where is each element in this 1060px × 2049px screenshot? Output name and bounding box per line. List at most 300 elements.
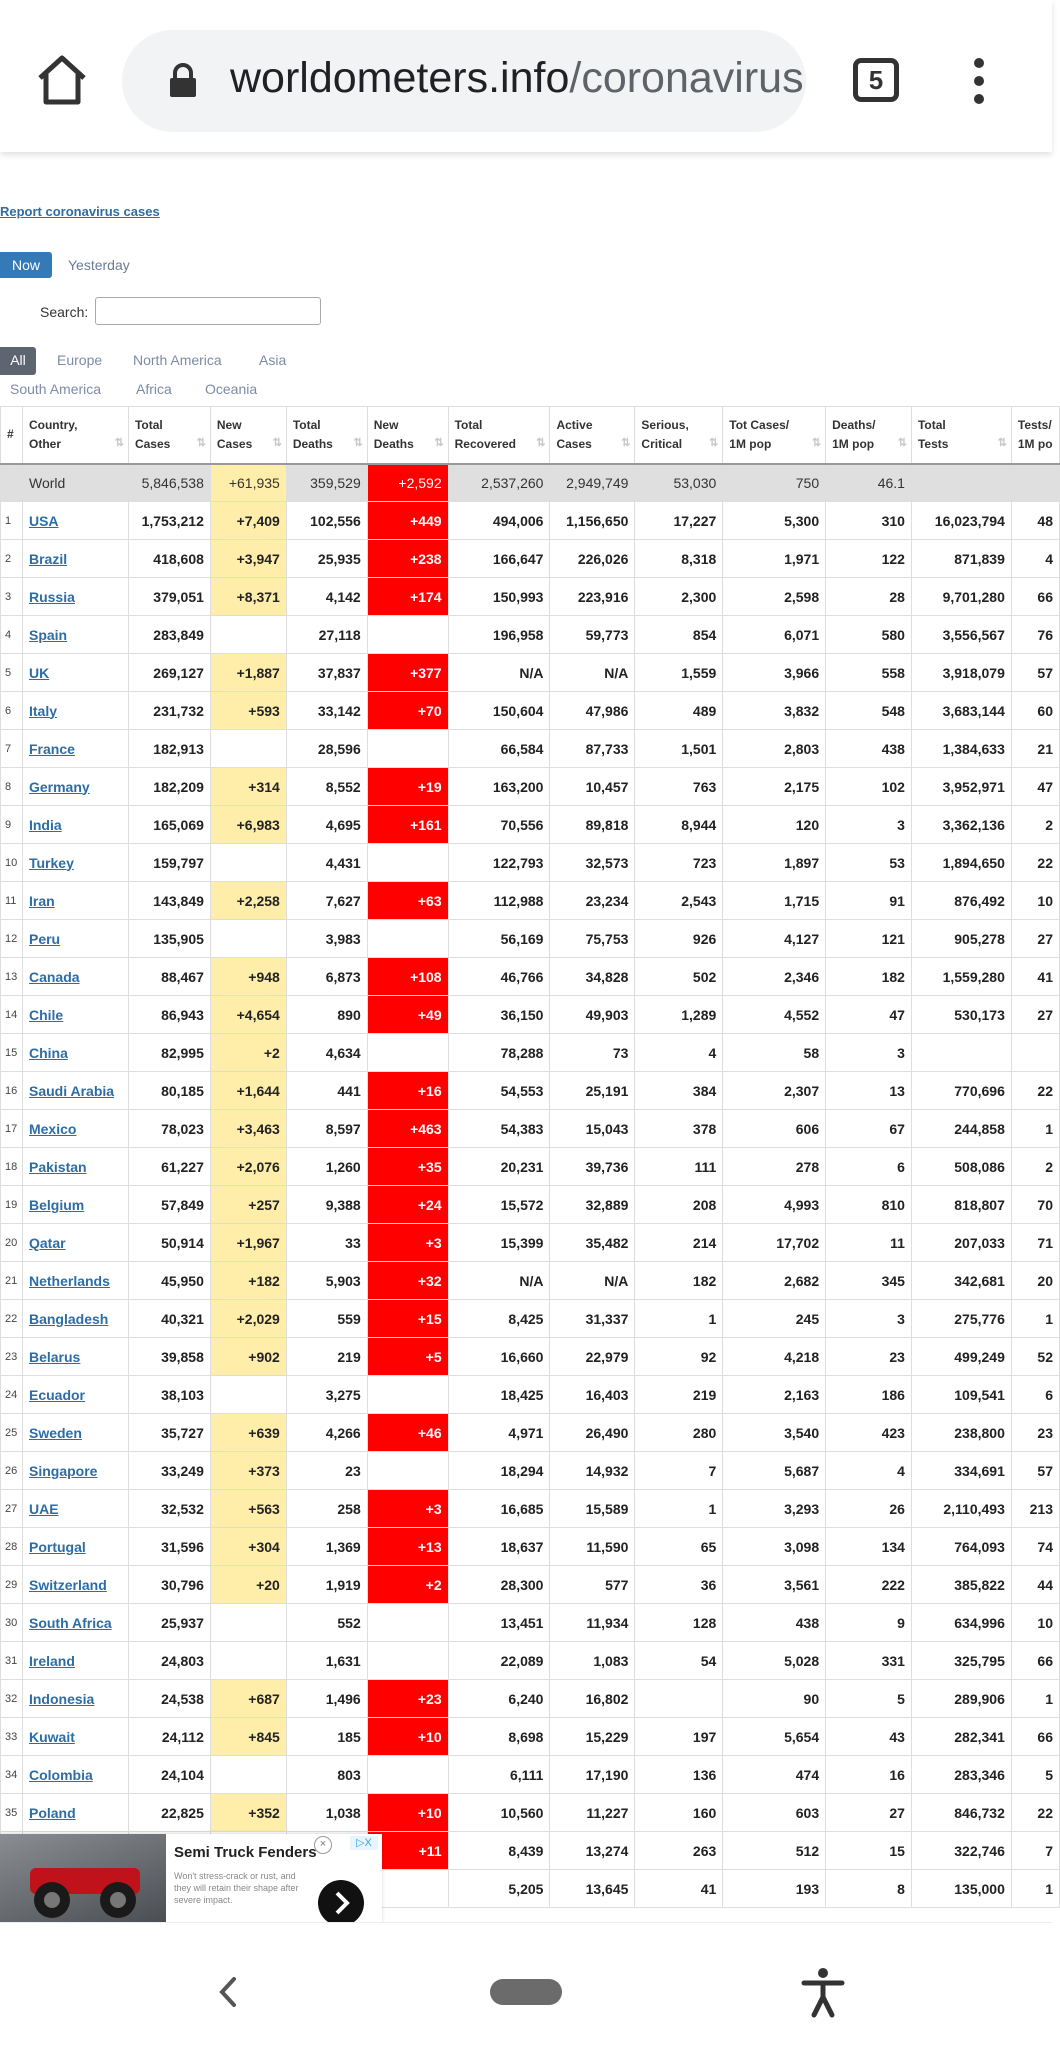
col-total-cases-cell: 80,185 (128, 1072, 210, 1110)
col-deaths-per-million-cell: 9 (826, 1604, 912, 1642)
col-cases-per-million-cell: 2,598 (723, 578, 826, 616)
col-tests-per-million-cell: 57 (1011, 654, 1059, 692)
col-serious-critical-cell: 378 (635, 1110, 723, 1148)
col-total-deaths-cell: 8,552 (286, 768, 367, 806)
col-total-tests-cell: 334,691 (911, 1452, 1011, 1490)
address-bar[interactable] (122, 30, 806, 132)
col-deaths-per-million-cell: 23 (826, 1338, 912, 1376)
col-active-cases-cell: 23,234 (550, 882, 635, 920)
col-deaths-per-million-cell: 3 (826, 806, 912, 844)
system-nav-bar (0, 1922, 1052, 2049)
country-link[interactable]: Indonesia (28, 1690, 95, 1707)
col-total-tests-cell: 385,822 (911, 1566, 1011, 1604)
col-active-cases-cell: 15,589 (550, 1490, 635, 1528)
col-total-tests-cell: 244,858 (911, 1110, 1011, 1148)
col-total-recovered-cell: 20,231 (448, 1148, 550, 1186)
table-row (1, 806, 1060, 844)
header-col-total-tests[interactable] (911, 407, 1011, 464)
col-country-cell (22, 1528, 128, 1566)
col-rank-cell: 1 (1, 502, 23, 540)
col-total-recovered-cell: 15,399 (448, 1224, 550, 1262)
col-new-deaths-cell: +19 (367, 768, 448, 806)
col-cases-per-million-cell: 5,687 (723, 1452, 826, 1490)
col-serious-critical-cell: 182 (635, 1262, 723, 1300)
ad-choices-icon[interactable]: ▷X (350, 1836, 378, 1850)
country-link[interactable]: India (28, 816, 62, 833)
col-total-recovered-cell: 56,169 (448, 920, 550, 958)
table-row (1, 616, 1060, 654)
search-input[interactable] (95, 297, 321, 325)
col-rank-cell: 33 (1, 1718, 23, 1756)
country-link[interactable]: Canada (28, 968, 80, 985)
col-new-deaths-cell: +13 (367, 1528, 448, 1566)
col-total-tests-cell: 1,384,633 (911, 730, 1011, 768)
sort-icon[interactable]: ⇅ (897, 436, 907, 449)
col-deaths-per-million-cell: 15 (826, 1832, 912, 1870)
sort-icon[interactable]: ⇅ (709, 436, 719, 449)
col-new-cases-cell: +6,983 (210, 806, 286, 844)
col-total-recovered-cell: 16,685 (448, 1490, 550, 1528)
header-col-active-cases[interactable] (550, 407, 635, 464)
col-country-cell (22, 1642, 128, 1680)
col-country-cell (22, 1718, 128, 1756)
col-tests-per-million-cell: 22 (1011, 844, 1059, 882)
tab-oceania[interactable]: Oceania (205, 381, 258, 397)
table-row (1, 692, 1060, 730)
country-link[interactable]: Colombia (28, 1766, 93, 1783)
col-new-cases-cell: +304 (210, 1528, 286, 1566)
col-new-cases-cell: +2,258 (210, 882, 286, 920)
col-serious-critical-cell: 92 (635, 1338, 723, 1376)
col-total-cases-cell: 31,596 (128, 1528, 210, 1566)
sort-icon[interactable]: ⇅ (196, 436, 206, 449)
col-cases-per-million-cell: 750 (723, 464, 826, 502)
country-link[interactable]: Belgium (28, 1196, 85, 1213)
sort-icon[interactable]: ⇅ (536, 436, 546, 449)
table-row (1, 1414, 1060, 1452)
table-row (1, 1452, 1060, 1490)
col-total-deaths-cell: 1,496 (286, 1680, 367, 1718)
table-row (1, 1338, 1060, 1376)
col-rank-cell: 27 (1, 1490, 23, 1528)
col-total-recovered-cell: 18,425 (448, 1376, 550, 1414)
col-total-cases-cell: 231,732 (128, 692, 210, 730)
col-cases-per-million-cell: 603 (723, 1794, 826, 1832)
col-cases-per-million-cell: 3,832 (723, 692, 826, 730)
country-link[interactable]: Mexico (28, 1120, 77, 1137)
tab-switcher-button[interactable]: 5 (853, 58, 899, 102)
col-total-tests-cell: 109,541 (911, 1376, 1011, 1414)
col-tests-per-million-cell: 1 (1011, 1870, 1059, 1908)
col-rank-cell: 31 (1, 1642, 23, 1680)
col-cases-per-million-cell: 278 (723, 1148, 826, 1186)
col-country-cell (22, 1756, 128, 1794)
col-total-tests-cell: 818,807 (911, 1186, 1011, 1224)
table-row (1, 1110, 1060, 1148)
tab-asia[interactable]: Asia (259, 352, 287, 368)
col-new-deaths-cell (367, 1604, 448, 1642)
country-link[interactable]: China (28, 1044, 68, 1061)
col-serious-critical-cell: 1,501 (635, 730, 723, 768)
header-col-new-deaths[interactable] (367, 407, 448, 464)
col-deaths-per-million-cell: 222 (826, 1566, 912, 1604)
col-new-deaths-cell: +35 (367, 1148, 448, 1186)
ad-banner[interactable] (0, 1834, 382, 1924)
tab-all[interactable]: All (0, 347, 36, 375)
country-link[interactable]: Chile (28, 1006, 64, 1023)
col-country-cell (22, 692, 128, 730)
back-icon[interactable] (210, 1973, 248, 2011)
col-active-cases-cell: 22,979 (550, 1338, 635, 1376)
sort-icon[interactable]: ⇅ (811, 436, 822, 449)
header-label: Tot Cases/ 1M pop (729, 417, 790, 451)
col-total-recovered-cell: 36,150 (448, 996, 550, 1034)
country-link[interactable]: USA (28, 512, 59, 529)
col-new-deaths-cell: +10 (367, 1718, 448, 1756)
col-total-cases-cell: 283,849 (128, 616, 210, 654)
now-button[interactable]: Now (0, 252, 52, 278)
col-new-deaths-cell: +108 (367, 958, 448, 996)
col-cases-per-million-cell: 5,654 (723, 1718, 826, 1756)
header-col-country[interactable] (22, 407, 128, 464)
col-total-tests-cell: 207,033 (911, 1224, 1011, 1262)
col-total-recovered-cell: 10,560 (448, 1794, 550, 1832)
col-deaths-per-million-cell: 6 (826, 1148, 912, 1186)
col-total-recovered-cell: 13,451 (448, 1604, 550, 1642)
col-serious-critical-cell: 197 (635, 1718, 723, 1756)
col-serious-critical-cell: 854 (635, 616, 723, 654)
col-new-cases-cell (210, 730, 286, 768)
col-deaths-per-million-cell: 53 (826, 844, 912, 882)
country-link[interactable]: Germany (28, 778, 90, 795)
col-total-cases-cell: 30,796 (128, 1566, 210, 1604)
col-new-cases-cell: +314 (210, 768, 286, 806)
header-label: Deaths/ 1M pop (832, 417, 876, 451)
col-serious-critical-cell: 219 (635, 1376, 723, 1414)
col-total-deaths-cell: 33,142 (286, 692, 367, 730)
country-link[interactable]: Italy (28, 702, 57, 719)
col-new-deaths-cell (367, 1642, 448, 1680)
col-tests-per-million-cell: 27 (1011, 920, 1059, 958)
table-row (1, 1376, 1060, 1414)
col-country-cell (22, 1794, 128, 1832)
table-row (1, 1186, 1060, 1224)
header-col-tests-per-million[interactable] (1011, 407, 1059, 464)
col-serious-critical-cell: 1,559 (635, 654, 723, 692)
col-deaths-per-million-cell: 121 (826, 920, 912, 958)
col-new-cases-cell: +7,409 (210, 502, 286, 540)
col-new-cases-cell (210, 1376, 286, 1414)
col-total-tests-cell: 16,023,794 (911, 502, 1011, 540)
col-total-cases-cell: 182,209 (128, 768, 210, 806)
col-total-deaths-cell: 6,873 (286, 958, 367, 996)
col-new-deaths-cell: +3 (367, 1490, 448, 1528)
col-new-deaths-cell: +15 (367, 1300, 448, 1338)
col-total-tests-cell: 876,492 (911, 882, 1011, 920)
country-link[interactable]: Brazil (28, 550, 68, 567)
col-total-recovered-cell: 54,553 (448, 1072, 550, 1110)
col-new-deaths-cell: +5 (367, 1338, 448, 1376)
col-cases-per-million-cell: 58 (723, 1034, 826, 1072)
country-link[interactable]: Russia (28, 588, 75, 605)
col-total-deaths-cell: 37,837 (286, 654, 367, 692)
col-active-cases-cell: 32,889 (550, 1186, 635, 1224)
ad-go-button[interactable] (318, 1880, 364, 1926)
sort-icon[interactable]: ⇅ (272, 436, 282, 449)
col-total-deaths-cell: 552 (286, 1604, 367, 1642)
col-rank-cell: 3 (1, 578, 23, 616)
sort-icon[interactable]: ⇅ (621, 436, 631, 449)
col-country-cell (22, 882, 128, 920)
col-total-cases-cell: 159,797 (128, 844, 210, 882)
col-country-cell (22, 1376, 128, 1414)
country-link[interactable]: UAE (28, 1500, 59, 1517)
col-active-cases-cell: 25,191 (550, 1072, 635, 1110)
col-new-deaths-cell (367, 616, 448, 654)
table-row (1, 920, 1060, 958)
col-rank-cell: 7 (1, 730, 23, 768)
col-active-cases-cell: 11,227 (550, 1794, 635, 1832)
country-link[interactable]: Qatar (28, 1234, 66, 1251)
col-country-cell (22, 1680, 128, 1718)
country-link[interactable]: Ecuador (28, 1386, 85, 1403)
col-new-cases-cell (210, 616, 286, 654)
country-link[interactable]: Peru (28, 930, 61, 947)
col-total-deaths-cell: 5,903 (286, 1262, 367, 1300)
col-total-recovered-cell: 6,240 (448, 1680, 550, 1718)
col-serious-critical-cell: 128 (635, 1604, 723, 1642)
col-total-tests-cell: 508,086 (911, 1148, 1011, 1186)
country-link[interactable]: Kuwait (28, 1728, 75, 1745)
col-total-recovered-cell: 122,793 (448, 844, 550, 882)
tab-africa[interactable]: Africa (136, 381, 172, 397)
yesterday-button[interactable]: Yesterday (68, 257, 130, 273)
col-new-deaths-cell: +46 (367, 1414, 448, 1452)
col-total-cases-cell: 57,849 (128, 1186, 210, 1224)
header-col-total-deaths[interactable] (286, 407, 367, 464)
table-row (1, 1148, 1060, 1186)
col-total-deaths-cell: 33 (286, 1224, 367, 1262)
header-col-total-cases[interactable] (128, 407, 210, 464)
col-tests-per-million-cell: 2 (1011, 1148, 1059, 1186)
col-total-cases-cell: 88,467 (128, 958, 210, 996)
col-serious-critical-cell: 280 (635, 1414, 723, 1452)
col-deaths-per-million-cell: 345 (826, 1262, 912, 1300)
col-active-cases-cell: 223,916 (550, 578, 635, 616)
col-total-deaths-cell: 23 (286, 1452, 367, 1490)
sort-icon[interactable]: ⇅ (997, 436, 1007, 449)
col-tests-per-million-cell: 70 (1011, 1186, 1059, 1224)
col-tests-per-million-cell: 74 (1011, 1528, 1059, 1566)
col-new-cases-cell: +2 (210, 1034, 286, 1072)
header-label: Country, Other (28, 417, 78, 451)
table-row (1, 768, 1060, 806)
col-tests-per-million-cell: 57 (1011, 1452, 1059, 1490)
col-country-cell (22, 1148, 128, 1186)
country-link[interactable]: France (28, 740, 75, 757)
col-total-deaths-cell: 559 (286, 1300, 367, 1338)
col-rank-cell: 13 (1, 958, 23, 996)
col-new-deaths-cell: +70 (367, 692, 448, 730)
country-link[interactable]: Sweden (28, 1424, 82, 1441)
col-rank-cell: 22 (1, 1300, 23, 1338)
header-col-new-cases[interactable] (210, 407, 286, 464)
col-country-cell (22, 1490, 128, 1528)
ad-title[interactable]: Semi Truck Fenders (174, 1844, 317, 1861)
sort-icon[interactable]: ⇅ (114, 436, 124, 449)
col-deaths-per-million-cell: 810 (826, 1186, 912, 1224)
col-rank-cell: 29 (1, 1566, 23, 1604)
header-col-serious-critical[interactable] (635, 407, 723, 464)
country-link[interactable]: Bangladesh (28, 1310, 109, 1327)
col-rank-cell: 4 (1, 616, 23, 654)
col-new-cases-cell: +902 (210, 1338, 286, 1376)
col-serious-critical-cell: 2,300 (635, 578, 723, 616)
col-rank-cell: 25 (1, 1414, 23, 1452)
col-serious-critical-cell: 208 (635, 1186, 723, 1224)
col-active-cases-cell: N/A (550, 1262, 635, 1300)
col-total-tests-cell: 3,918,079 (911, 654, 1011, 692)
col-new-cases-cell: +948 (210, 958, 286, 996)
col-new-cases-cell: +593 (210, 692, 286, 730)
col-active-cases-cell: 13,645 (550, 1870, 635, 1908)
col-country-cell (22, 1414, 128, 1452)
col-total-deaths-cell: 258 (286, 1490, 367, 1528)
country-link[interactable]: Poland (28, 1804, 76, 1821)
table-row (1, 1566, 1060, 1604)
table-row (1, 1224, 1060, 1262)
col-total-deaths-cell: 803 (286, 1756, 367, 1794)
col-tests-per-million-cell: 2 (1011, 806, 1059, 844)
ad-close-icon[interactable]: × (314, 1836, 332, 1854)
col-cases-per-million-cell: 512 (723, 1832, 826, 1870)
sort-icon[interactable]: ⇅ (434, 436, 444, 449)
col-total-tests-cell: 3,683,144 (911, 692, 1011, 730)
home-icon[interactable] (34, 52, 90, 108)
col-new-deaths-cell (367, 1452, 448, 1490)
col-total-cases-cell: 143,849 (128, 882, 210, 920)
col-tests-per-million-cell: 66 (1011, 1718, 1059, 1756)
col-country-cell (22, 768, 128, 806)
col-cases-per-million-cell: 1,897 (723, 844, 826, 882)
country-link[interactable]: Switzerland (28, 1576, 107, 1593)
col-cases-per-million-cell: 3,540 (723, 1414, 826, 1452)
header-label: Serious, Critical (641, 417, 689, 451)
col-total-cases-cell: 82,995 (128, 1034, 210, 1072)
table-row (1, 1262, 1060, 1300)
country-link[interactable]: Spain (28, 626, 68, 643)
header-col-rank[interactable] (1, 407, 23, 464)
col-active-cases-cell: 11,590 (550, 1528, 635, 1566)
col-total-deaths-cell: 1,631 (286, 1642, 367, 1680)
col-rank-cell: 15 (1, 1034, 23, 1072)
country-link[interactable]: Saudi Arabia (28, 1082, 115, 1099)
col-total-deaths-cell: 28,596 (286, 730, 367, 768)
col-deaths-per-million-cell: 102 (826, 768, 912, 806)
table-row (1, 730, 1060, 768)
country-link[interactable]: Iran (28, 892, 55, 909)
col-active-cases-cell: 15,043 (550, 1110, 635, 1148)
col-total-cases-cell: 33,249 (128, 1452, 210, 1490)
col-serious-critical-cell: 723 (635, 844, 723, 882)
report-cases-link[interactable]: Report coronavirus cases (0, 204, 160, 219)
table-row (1, 1528, 1060, 1566)
col-deaths-per-million-cell: 8 (826, 1870, 912, 1908)
col-tests-per-million-cell: 41 (1011, 958, 1059, 996)
col-active-cases-cell: 34,828 (550, 958, 635, 996)
header-col-total-recovered[interactable] (448, 407, 550, 464)
table-row (1, 1642, 1060, 1680)
col-cases-per-million-cell: 606 (723, 1110, 826, 1148)
col-serious-critical-cell: 926 (635, 920, 723, 958)
col-rank-cell: 18 (1, 1148, 23, 1186)
country-link[interactable]: Belarus (28, 1348, 81, 1365)
col-serious-critical-cell: 54 (635, 1642, 723, 1680)
header-col-deaths-per-million[interactable] (826, 407, 912, 464)
home-pill-button[interactable] (490, 1979, 562, 2005)
col-active-cases-cell: 1,156,650 (550, 502, 635, 540)
col-active-cases-cell: 16,403 (550, 1376, 635, 1414)
tab-europe[interactable]: Europe (57, 352, 103, 368)
col-new-deaths-cell: +2,592 (367, 464, 448, 502)
col-total-cases-cell: 35,727 (128, 1414, 210, 1452)
col-deaths-per-million-cell: 423 (826, 1414, 912, 1452)
col-new-deaths-cell: +161 (367, 806, 448, 844)
tab-north-america[interactable]: North America (133, 352, 222, 368)
country-link[interactable]: Netherlands (28, 1272, 110, 1289)
ad-image[interactable] (0, 1834, 166, 1924)
col-cases-per-million-cell: 4,993 (723, 1186, 826, 1224)
col-tests-per-million-cell: 27 (1011, 996, 1059, 1034)
col-deaths-per-million-cell: 580 (826, 616, 912, 654)
col-cases-per-million-cell: 120 (723, 806, 826, 844)
col-rank-cell: 24 (1, 1376, 23, 1414)
country-link[interactable]: Ireland (28, 1652, 75, 1669)
col-total-cases-cell: 25,937 (128, 1604, 210, 1642)
country-link[interactable]: UK (28, 664, 50, 681)
col-new-deaths-cell: +238 (367, 540, 448, 578)
col-new-deaths-cell: +16 (367, 1072, 448, 1110)
country-link[interactable]: Turkey (28, 854, 74, 871)
col-serious-critical-cell: 41 (635, 1870, 723, 1908)
country-link[interactable]: Pakistan (28, 1158, 87, 1175)
accessibility-icon[interactable] (800, 1967, 846, 2017)
col-country-cell (22, 1566, 128, 1604)
col-country-cell (22, 958, 128, 996)
col-deaths-per-million-cell: 16 (826, 1756, 912, 1794)
country-link[interactable]: Portugal (28, 1538, 86, 1555)
col-new-cases-cell: +61,935 (210, 464, 286, 502)
header-col-cases-per-million[interactable] (723, 407, 826, 464)
col-total-deaths-cell: 1,369 (286, 1528, 367, 1566)
country-link[interactable]: South Africa (28, 1614, 112, 1631)
col-total-cases-cell: 269,127 (128, 654, 210, 692)
col-new-cases-cell (210, 1604, 286, 1642)
col-deaths-per-million-cell: 11 (826, 1224, 912, 1262)
tab-south-america[interactable]: South America (10, 381, 102, 397)
col-total-cases-cell: 418,608 (128, 540, 210, 578)
col-tests-per-million-cell: 6 (1011, 1376, 1059, 1414)
col-tests-per-million-cell: 1 (1011, 1300, 1059, 1338)
sort-icon[interactable]: ⇅ (353, 436, 363, 449)
country-link[interactable]: Singapore (28, 1462, 98, 1479)
col-cases-per-million-cell: 2,307 (723, 1072, 826, 1110)
col-cases-per-million-cell: 2,682 (723, 1262, 826, 1300)
col-total-deaths-cell: 4,634 (286, 1034, 367, 1072)
col-new-deaths-cell: +2 (367, 1566, 448, 1604)
more-menu-icon[interactable] (966, 58, 992, 104)
col-rank-cell: 10 (1, 844, 23, 882)
